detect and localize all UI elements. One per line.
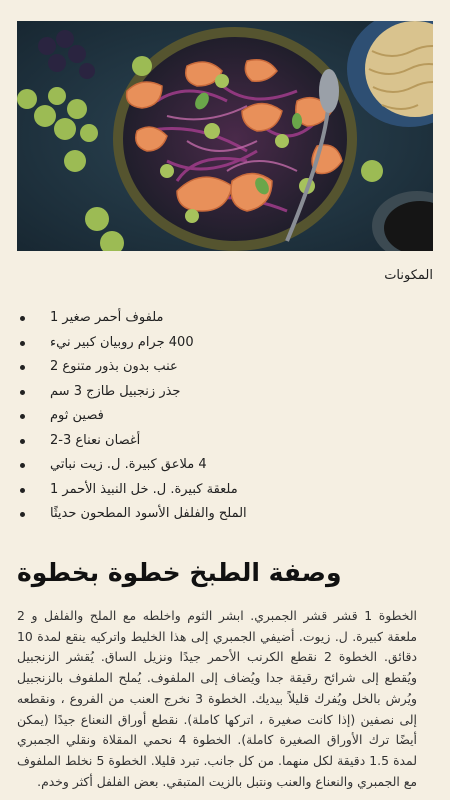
ingredient-text: عنب بدون بذور متنوع 2 xyxy=(50,359,178,374)
list-item xyxy=(17,406,433,431)
steps-body: الخطوة 1 قشر قشر الجمبري. ابشر الثوم واخلطه مع الملح والفلفل و 2 ملعقة كبيرة. ل. زيوت. أضيفي الجمبري إلى هذا الخليط واتركيه ينقع لمدة 10 دقائق. الخطوة 2 نقطع الكرنب الأحمر جيدًا ونزيل الساق. يُقشر الزنجبيل ويُقطع إلى شرائح رقيقة جدا ويُضاف إلى الملفوف. يُملح الملفوف بالزنجبيل ويُرش بالخل ويُفرك قليلاً بيديك. الخطوة 3 نخرج العنب من الفروع ، ونقطعه إلى نصفين (إذا كانت صغيرة ، اتركها كاملة). نقطع أوراق النعناع جيدًا (يمكن أيضًا ترك الأوراق الصغيرة كاملة). الخطوة 4 نحمي المقلاة ونقلي الجمبري لمدة 1.5 دقيقة لكل منهما. من كل جانب. تبرد قليلا. الخطوة 5 نخلط الملفوف مع الجمبري والنعناع والعنب ونتبل بالزيت المتبقي. بعض الفلفل أكثر وخدم. xyxy=(17,608,417,789)
food-photo-icon xyxy=(17,21,433,251)
list-item xyxy=(17,455,433,480)
list-item xyxy=(17,504,433,529)
bullet-icon xyxy=(20,390,25,395)
list-item xyxy=(17,308,433,333)
ingredient-text: ملعقة كبيرة. ل. خل النبيذ الأحمر 1 xyxy=(50,481,238,497)
ingredient-text: 4 ملاعق كبيرة. ل. زيت نباتي xyxy=(50,457,207,472)
bullet-icon xyxy=(20,512,25,517)
ingredient-text: الملح والفلفل الأسود المطحون حديثًا xyxy=(50,506,247,521)
ingredient-text: أغصان نعناع 3-2 xyxy=(50,432,141,448)
bullet-icon xyxy=(20,365,25,370)
bullet-icon xyxy=(20,316,25,321)
ingredients-heading: المكونات xyxy=(384,268,433,283)
list-item xyxy=(17,382,433,407)
recipe-hero-image xyxy=(17,21,433,251)
bullet-icon xyxy=(20,488,25,493)
bullet-icon xyxy=(20,463,25,468)
list-item xyxy=(17,480,433,505)
ingredient-text: 400 جرام روبيان كبير نيء xyxy=(50,334,194,350)
steps-heading: وصفة الطبخ خطوة بخطوة xyxy=(17,558,342,587)
bullet-icon xyxy=(20,439,25,444)
ingredient-list xyxy=(17,308,433,529)
list-item xyxy=(17,357,433,382)
list-item xyxy=(17,431,433,456)
bullet-icon xyxy=(20,341,25,346)
ingredient-text: جذر زنجبيل طازج 3 سم xyxy=(50,383,181,399)
ingredient-text: ملفوف أحمر صغير 1 xyxy=(50,310,164,325)
list-item xyxy=(17,333,433,358)
bullet-icon xyxy=(20,414,25,419)
ingredient-text: فصين ثوم xyxy=(50,408,104,423)
